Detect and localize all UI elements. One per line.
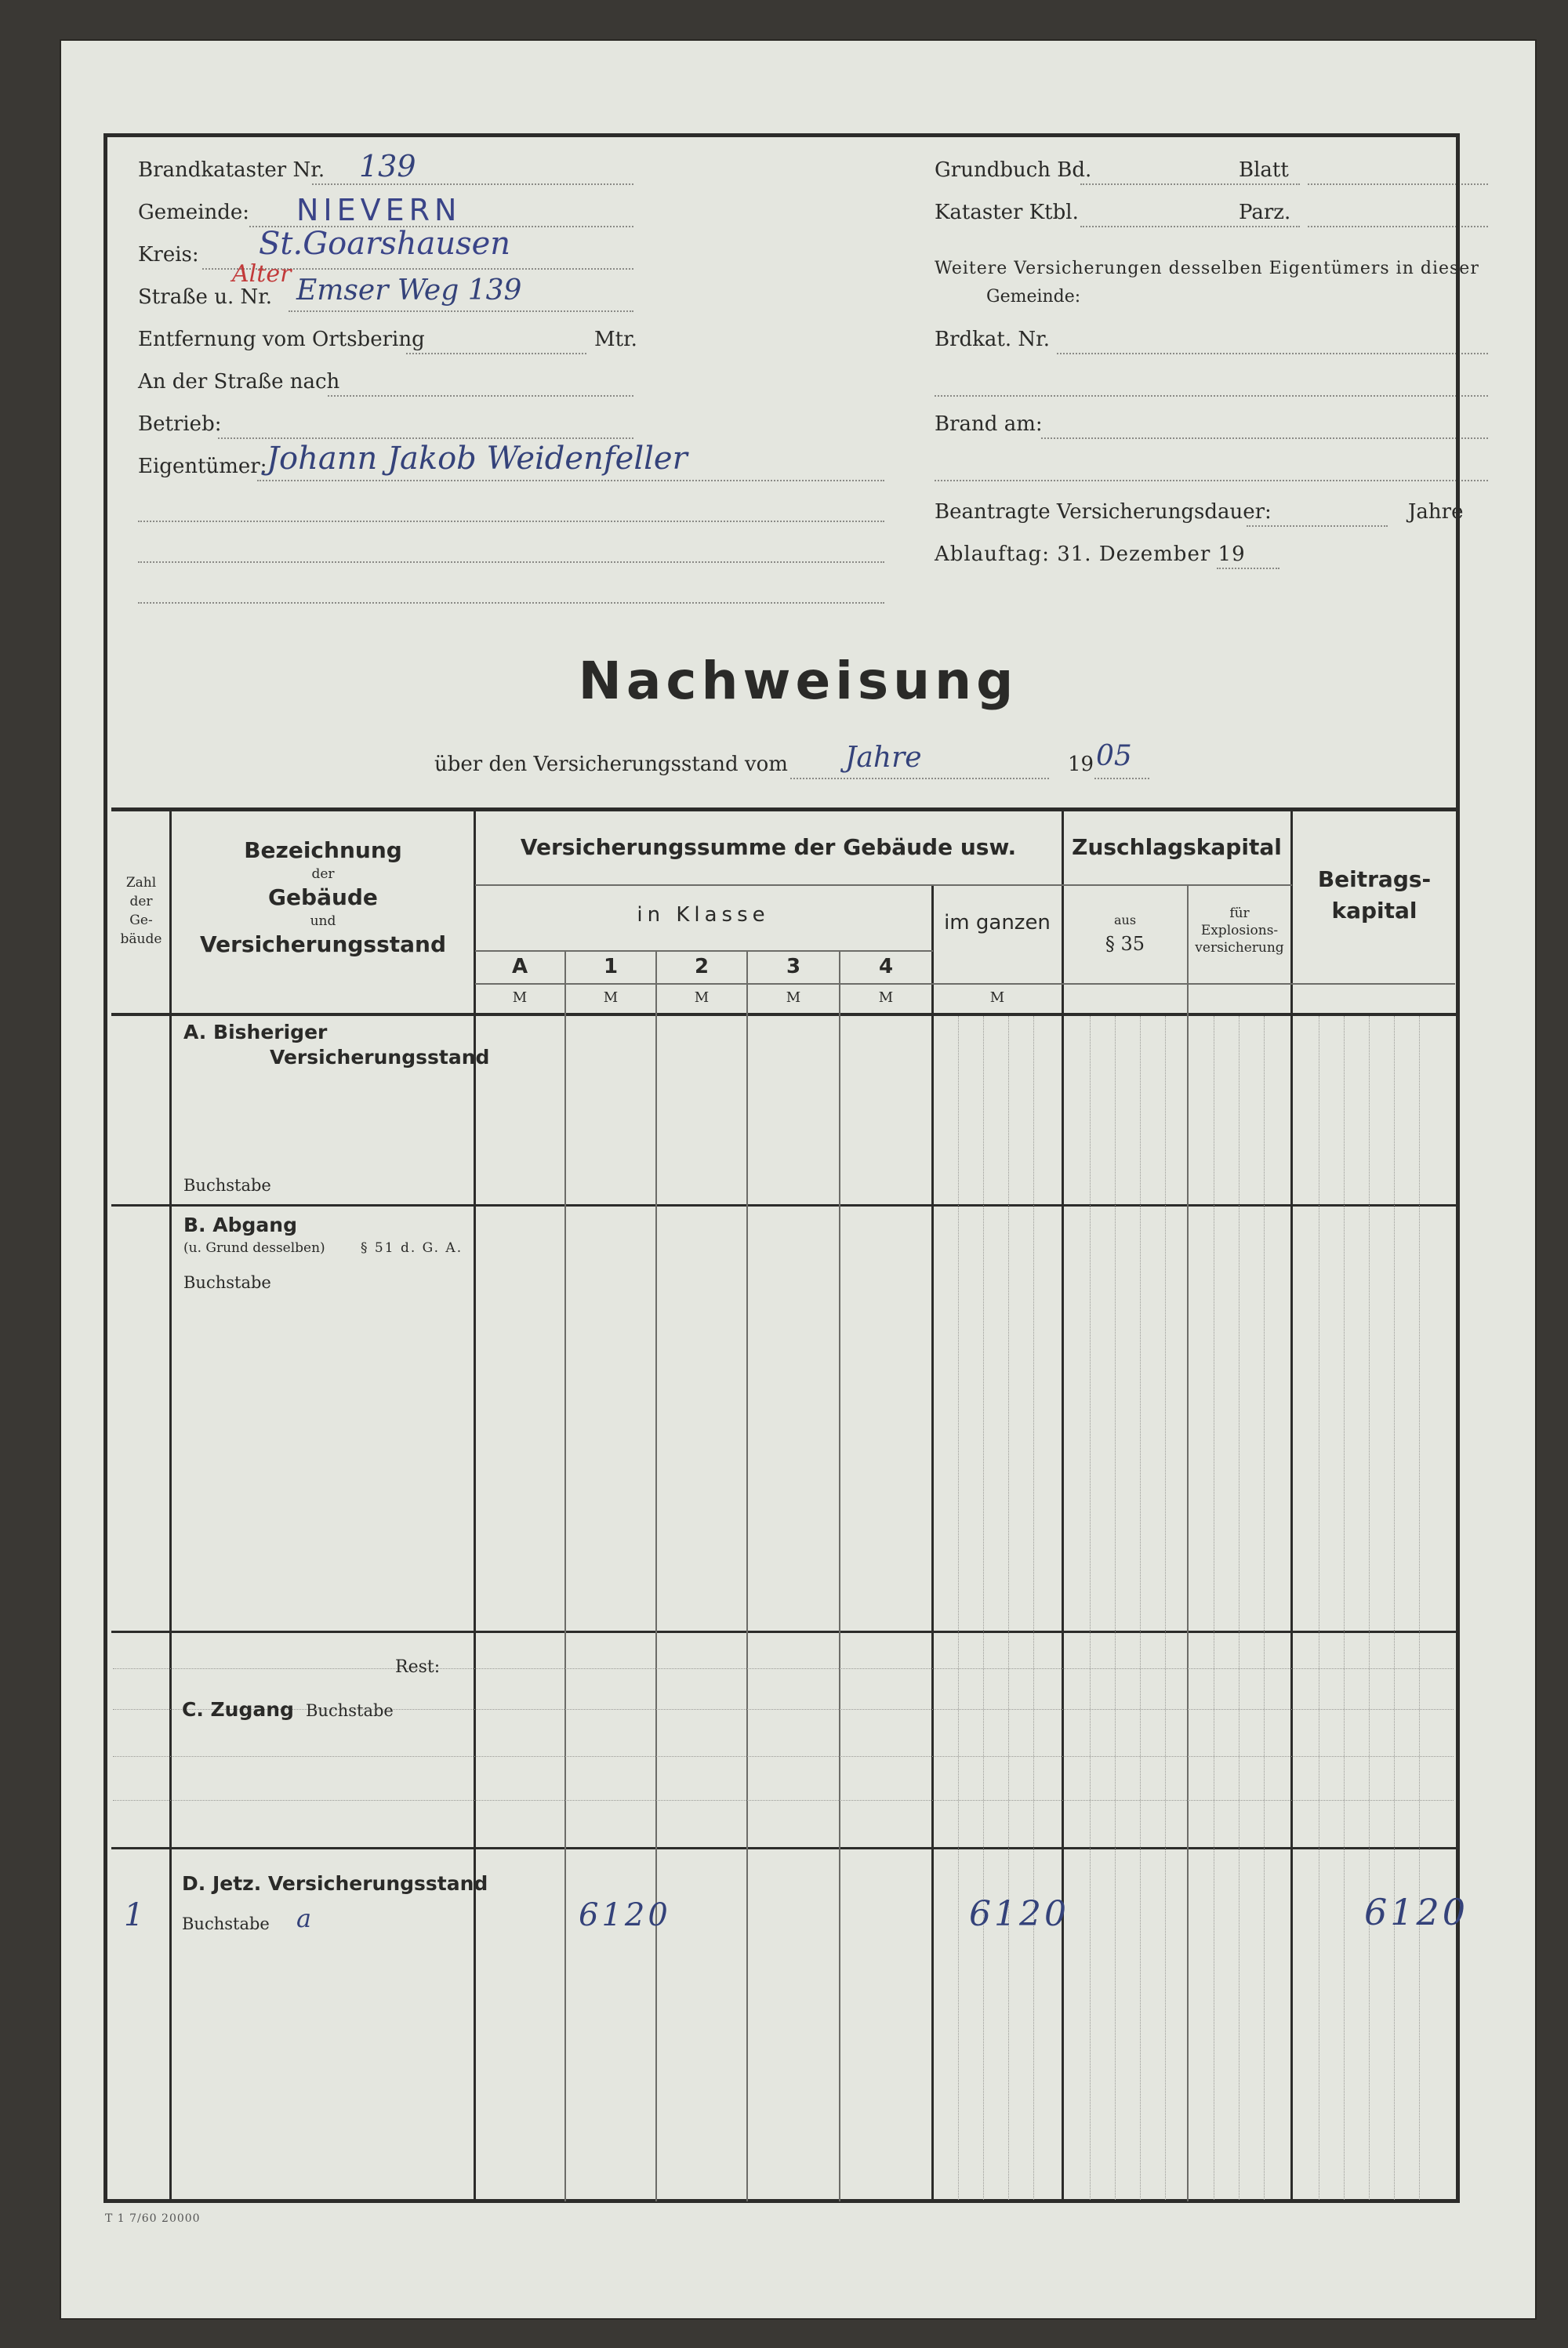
hatch	[1344, 1016, 1345, 2200]
bez-header	[172, 836, 474, 960]
section-a-rule	[111, 1204, 1456, 1207]
gemeinde-stamp: NIEVERN	[296, 193, 462, 227]
subtitle: über den Versicherungsstand vom	[434, 753, 788, 776]
brandkataster-value: 139	[359, 149, 416, 183]
klasse-a: A	[511, 955, 528, 978]
col-vsumme-rule	[1062, 809, 1064, 2201]
klasse-sub-rule	[475, 950, 933, 952]
hatch	[1115, 1016, 1116, 2200]
zahl-header-4: bäude	[120, 931, 162, 947]
explosions-2: Explosions-	[1200, 923, 1279, 938]
weitere-line1: Weitere Versicherungen desselben Eigentümers in dieser	[935, 259, 1479, 278]
blatt-label: Blatt	[1239, 158, 1289, 182]
section-b-note: (u. Grund desselben)	[183, 1240, 325, 1256]
bez-header-4: und	[310, 913, 336, 929]
vsumme-header: Versicherungssumme der Gebäude usw.	[520, 834, 1017, 860]
section-c-rule	[111, 1847, 1456, 1849]
section-b-para: § 51 d. G. A.	[361, 1240, 463, 1256]
unit-4: M	[878, 989, 894, 1006]
kreis-stamp: St.Goarshausen	[259, 226, 511, 262]
bez-header-3: Gebäude	[268, 884, 378, 910]
footer-code: T 1 7/60 20000	[105, 2212, 201, 2225]
kreis-label: Kreis:	[138, 243, 199, 267]
gemeinde-label: Gemeinde:	[138, 201, 250, 224]
parz-label: Parz.	[1239, 201, 1291, 224]
hatch	[1140, 1016, 1141, 2200]
zuschlag-unit-rule	[1063, 983, 1292, 985]
im-ganzen-header: im ganzen	[944, 911, 1051, 934]
col-3-rule	[839, 950, 840, 2201]
strasse-nach-label: An der Straße nach	[138, 370, 340, 394]
hatch	[1033, 1016, 1034, 2200]
zahl-header-2: der	[129, 894, 153, 909]
entfernung-unit: Mtr.	[594, 328, 637, 351]
klasse-4: 4	[878, 955, 894, 978]
vsumme-sub-rule	[475, 884, 1292, 886]
section-d-ganzen-value: 6120	[969, 1894, 1069, 1934]
entfernung-label: Entfernung vom Ortsbering	[138, 328, 425, 351]
section-d-title: D. Jetz. Versicherungsstand	[182, 1872, 488, 1895]
unit-2: M	[694, 989, 710, 1006]
beitrags-header	[1294, 864, 1455, 927]
col-2-rule	[746, 950, 748, 2201]
hatch	[1264, 1016, 1265, 2200]
aus-label: aus	[1113, 913, 1137, 927]
eigentuemer-label: Eigentümer:	[138, 455, 267, 478]
hatch	[1419, 1016, 1420, 2200]
strasse-value: Emser Weg 139	[296, 274, 522, 307]
year-prefix: 19	[1068, 753, 1094, 776]
brandkataster-label: Brandkataster Nr.	[138, 158, 325, 182]
section-d-klasse1-value: 6120	[579, 1897, 671, 1933]
section-d-beitrags-value: 6120	[1364, 1891, 1469, 1933]
col-1-rule	[655, 950, 657, 2201]
section-d-buchstabe: Buchstabe	[182, 1914, 270, 1933]
year-hand: 05	[1096, 740, 1132, 772]
zahl-header	[114, 873, 168, 949]
eigentuemer-value: Johann Jakob Weidenfeller	[267, 441, 688, 477]
dauer-unit: Jahre	[1408, 500, 1464, 524]
col-zuschlag-rule	[1290, 809, 1293, 2201]
section-c-title: C. Zugang	[182, 1698, 294, 1721]
zahl-header-3: Ge-	[129, 913, 153, 928]
brdkat-label: Brdkat. Nr.	[935, 328, 1050, 351]
ablauf-label: Ablauftag: 31. Dezember 19	[935, 543, 1246, 566]
klasse-2: 2	[694, 955, 710, 978]
kataster-label: Kataster Ktbl.	[935, 201, 1079, 224]
beitrags-1: Beitrags-	[1317, 866, 1432, 892]
rest-label: Rest:	[395, 1657, 441, 1677]
row-dotted	[113, 1800, 1454, 1801]
hatch	[1090, 1016, 1091, 2200]
unit-3: M	[786, 989, 801, 1006]
zahl-header-1: Zahl	[125, 875, 157, 891]
subtitle-hand: Jahre	[845, 742, 922, 774]
col-aus-rule	[1187, 886, 1189, 2201]
page-title: Nachweisung	[578, 651, 1018, 711]
beitrags-sub-rule	[1292, 983, 1455, 985]
hatch	[1394, 1016, 1395, 2200]
table-top-rule	[111, 807, 1456, 811]
explosions-3: versicherung	[1195, 940, 1284, 956]
section-a-buchstabe: Buchstabe	[183, 1176, 271, 1195]
section-b-title: B. Abgang	[183, 1214, 297, 1236]
bez-header-1: Bezeichnung	[244, 837, 402, 863]
bez-header-2: der	[311, 866, 335, 882]
row-dotted	[113, 1668, 1454, 1669]
zuschlag-header: Zuschlagskapital	[1072, 834, 1282, 860]
hatch	[1239, 1016, 1240, 2200]
grundbuch-label: Grundbuch Bd.	[935, 158, 1092, 182]
strasse-label: Straße u. Nr.	[138, 285, 273, 309]
section-a-title: A. Bisheriger	[183, 1021, 328, 1043]
unit-1: M	[603, 989, 619, 1006]
strasse-note: Alter	[232, 260, 292, 288]
hatch	[1165, 1016, 1166, 2200]
section-d-zahl: 1	[124, 1897, 144, 1933]
beitrags-2: kapital	[1331, 898, 1417, 924]
table-header-rule	[111, 1013, 1456, 1016]
betrieb-label: Betrieb:	[138, 412, 222, 436]
hatch	[983, 1016, 984, 2200]
dauer-label: Beantragte Versicherungsdauer:	[935, 500, 1272, 524]
brand-label: Brand am:	[935, 412, 1043, 436]
col-a-rule	[564, 950, 566, 2201]
section-b-buchstabe: Buchstabe	[183, 1273, 271, 1292]
unit-a: M	[512, 989, 528, 1006]
klasse-3: 3	[786, 955, 801, 978]
klasse-1: 1	[603, 955, 619, 978]
hatch	[1369, 1016, 1370, 2200]
explosions-1: für	[1229, 905, 1250, 921]
section-b-rule	[111, 1631, 1456, 1633]
col-bez-rule	[474, 809, 476, 2201]
hatch	[1008, 1016, 1009, 2200]
section-a-subtitle: Versicherungsstand	[270, 1046, 490, 1069]
in-klasse-header: in Klasse	[637, 903, 770, 927]
col-zahl-rule	[169, 809, 172, 2201]
col-4-rule	[931, 886, 934, 2201]
bez-header-5: Versicherungsstand	[199, 931, 447, 957]
section-d-buchstabe-value: a	[296, 1903, 312, 1933]
explosions-header	[1189, 905, 1290, 956]
hatch	[958, 1016, 959, 2200]
weitere-line2: Gemeinde:	[986, 287, 1081, 307]
section-c-buchstabe: Buchstabe	[306, 1701, 394, 1720]
row-dotted	[113, 1756, 1454, 1757]
para-35-label: § 35	[1105, 933, 1145, 955]
unit-ganzen: M	[989, 989, 1005, 1006]
